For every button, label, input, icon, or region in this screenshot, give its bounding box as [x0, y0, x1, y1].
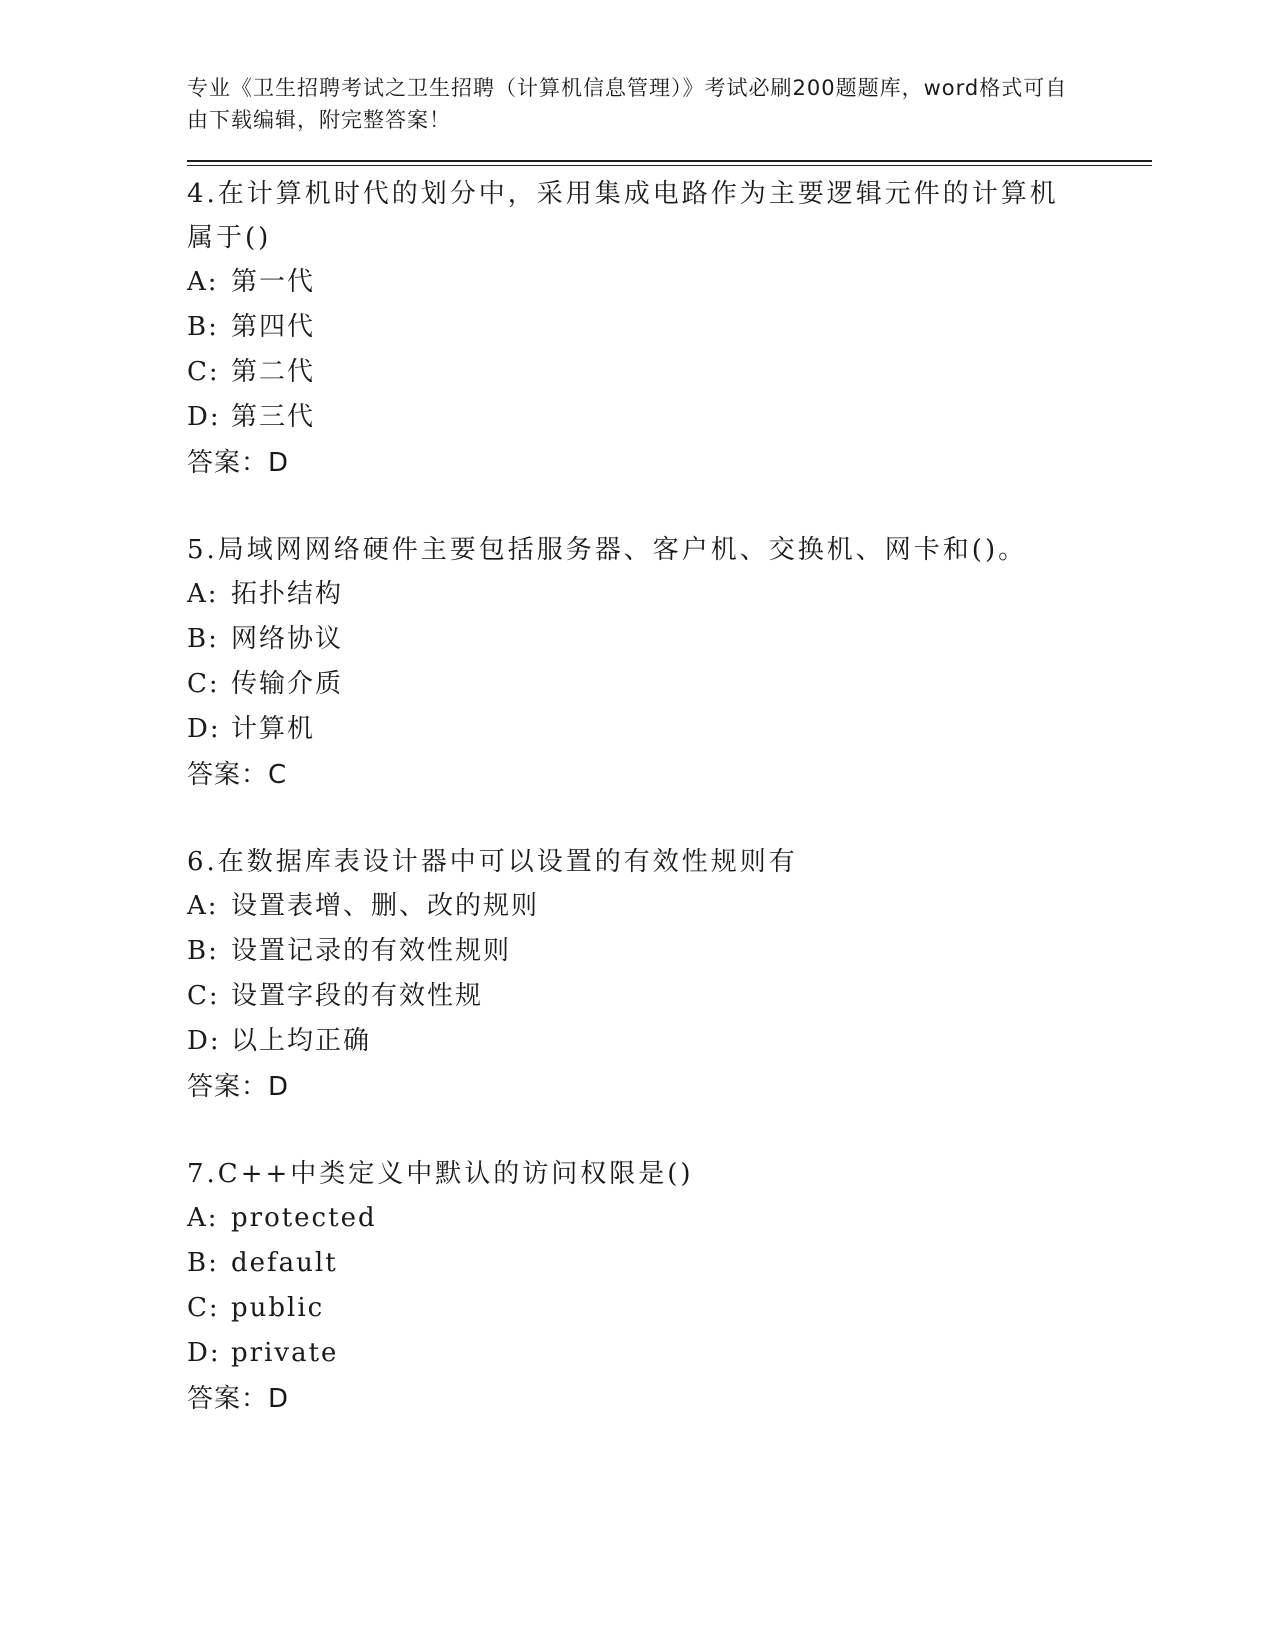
option-text: 以上均正确 — [231, 1026, 372, 1056]
option-letter: C: — [187, 981, 220, 1011]
option-letter: C: — [187, 669, 220, 699]
option-letter: C: — [187, 1293, 220, 1323]
option-c — [187, 662, 1152, 707]
option-letter: B: — [187, 312, 219, 342]
answer-value: D — [268, 1072, 290, 1102]
document-header: 专业《卫生招聘考试之卫生招聘（计算机信息管理）》考试必刷200题题库，word格式可自由下载编辑，附完整答案！ — [187, 76, 1068, 132]
option-d — [187, 1019, 1152, 1064]
option-text: 设置表增、删、改的规则 — [231, 891, 540, 921]
option-text: 第一代 — [231, 267, 316, 297]
answer-label: 答案： — [187, 760, 269, 790]
question-stem: 6.在数据库表设计器中可以设置的有效性规则有 — [187, 847, 798, 877]
answer-value: D — [268, 1384, 290, 1414]
option-letter: A: — [187, 579, 219, 609]
question-6 — [187, 840, 1152, 1110]
option-text: protected — [231, 1203, 377, 1233]
option-text: 拓扑结构 — [231, 579, 344, 609]
option-text: 传输介质 — [231, 669, 344, 699]
option-letter: D: — [187, 402, 221, 432]
question-stem: 4.在计算机时代的划分中，采用集成电路作为主要逻辑元件的计算机属于() — [187, 179, 1059, 253]
option-b — [187, 1241, 1152, 1286]
answer-line — [187, 1064, 1152, 1110]
option-letter: B: — [187, 1248, 219, 1278]
header-divider — [187, 160, 1152, 166]
question-stem: 5.局域网网络硬件主要包括服务器、客户机、交换机、网卡和()。 — [187, 535, 1028, 565]
option-text: 计算机 — [231, 714, 316, 744]
document-page — [187, 72, 1152, 1464]
option-text: default — [231, 1248, 338, 1278]
option-text: 第二代 — [231, 357, 316, 387]
option-text: 设置字段的有效性规 — [231, 981, 484, 1011]
option-text: 第三代 — [231, 402, 316, 432]
option-d — [187, 395, 1152, 440]
option-letter: D: — [187, 1338, 221, 1368]
answer-value: C — [268, 760, 288, 790]
option-text: public — [231, 1293, 325, 1323]
option-b — [187, 929, 1152, 974]
option-letter: B: — [187, 936, 219, 966]
option-a — [187, 1196, 1152, 1241]
option-a — [187, 572, 1152, 617]
option-b — [187, 617, 1152, 662]
answer-line — [187, 440, 1152, 486]
answer-label: 答案： — [187, 1384, 269, 1414]
question-list — [187, 172, 1152, 1422]
option-c — [187, 350, 1152, 395]
option-d — [187, 707, 1152, 752]
option-c — [187, 1286, 1152, 1331]
option-letter: D: — [187, 1026, 221, 1056]
option-text: 第四代 — [231, 312, 316, 342]
option-c — [187, 974, 1152, 1019]
divider-line-thick — [187, 160, 1152, 162]
question-7 — [187, 1152, 1152, 1422]
answer-label: 答案： — [187, 1072, 269, 1102]
option-letter: A: — [187, 1203, 219, 1233]
option-letter: D: — [187, 714, 221, 744]
divider-line-thin — [187, 165, 1152, 166]
option-letter: A: — [187, 267, 219, 297]
answer-value: D — [268, 448, 290, 478]
option-letter: C: — [187, 357, 220, 387]
option-letter: A: — [187, 891, 219, 921]
option-text: 网络协议 — [231, 624, 344, 654]
question-4 — [187, 172, 1152, 486]
option-letter: B: — [187, 624, 219, 654]
option-text: 设置记录的有效性规则 — [231, 936, 512, 966]
question-stem: 7.C++中类定义中默认的访问权限是() — [187, 1159, 694, 1189]
option-a — [187, 260, 1152, 305]
answer-line — [187, 1376, 1152, 1422]
answer-label: 答案： — [187, 448, 269, 478]
option-b — [187, 305, 1152, 350]
option-a — [187, 884, 1152, 929]
answer-line — [187, 752, 1152, 798]
question-5 — [187, 528, 1152, 798]
option-text: private — [231, 1338, 339, 1368]
option-d — [187, 1331, 1152, 1376]
